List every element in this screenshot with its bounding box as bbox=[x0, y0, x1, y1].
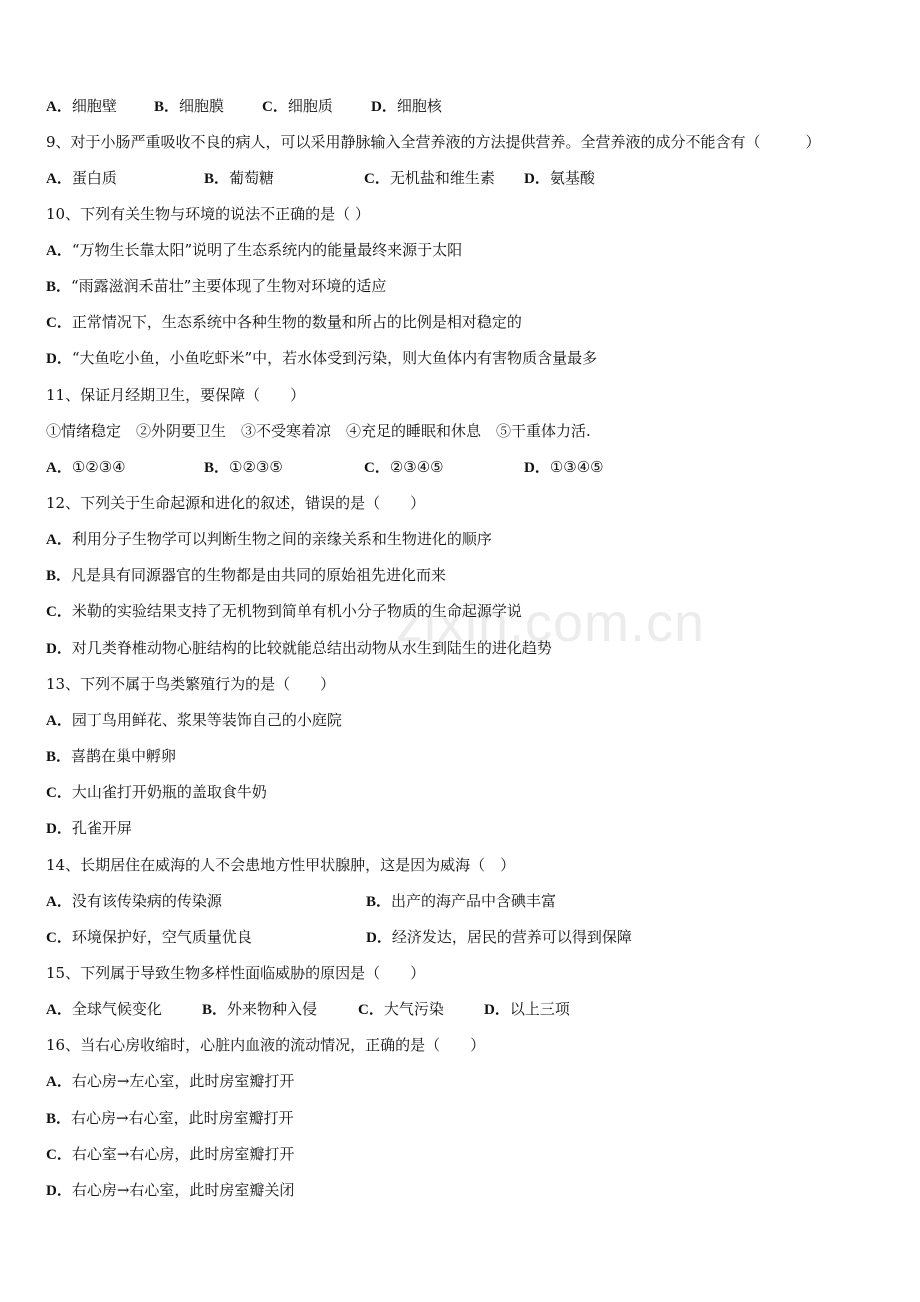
q10-option-c: C．正常情况下，生态系统中各种生物的数量和所占的比例是相对稳定的 bbox=[46, 313, 522, 331]
q11-option-d: D．①③④⑤ bbox=[524, 458, 604, 476]
q10-option-d: D．“大鱼吃小鱼，小鱼吃虾米”中，若水体受到污染，则大鱼体内有害物质含量最多 bbox=[46, 349, 598, 367]
q15-option-d: D．以上三项 bbox=[484, 1000, 570, 1018]
q13-option-a: A．园丁鸟用鲜花、浆果等装饰自己的小庭院 bbox=[46, 711, 342, 729]
q13-option-c: C．大山雀打开奶瓶的盖取食牛奶 bbox=[46, 783, 267, 801]
q12-option-a: A．利用分子生物学可以判断生物之间的亲缘关系和生物进化的顺序 bbox=[46, 530, 492, 548]
q11-option-c: C．②③④⑤ bbox=[364, 458, 444, 476]
q16-option-b: B．右心房→右心室，此时房室瓣打开 bbox=[46, 1109, 294, 1127]
q11-option-b: B．①②③⑤ bbox=[204, 458, 283, 476]
q16-option-d: D．右心房→右心室，此时房室瓣关闭 bbox=[46, 1181, 295, 1199]
q9-stem: 9、对于小肠严重吸收不良的病人，可以采用静脉输入全营养液的方法提供营养。全营养液的成分不能含有（ ） bbox=[46, 133, 821, 151]
q16-stem: 16、当右心房收缩时，心脏内血液的流动情况，正确的是（ ） bbox=[46, 1036, 486, 1054]
q8-option-a: A．细胞壁 bbox=[46, 97, 117, 115]
q9-option-a: A．蛋白质 bbox=[46, 169, 117, 187]
q16-option-c: C．右心室→右心房，此时房室瓣打开 bbox=[46, 1145, 295, 1163]
q8-option-b: B．细胞膜 bbox=[154, 97, 225, 115]
q12-option-c: C．米勒的实验结果支持了无机物到简单有机小分子物质的生命起源学说 bbox=[46, 602, 522, 620]
q12-option-b: B．凡是具有同源器官的生物都是由共同的原始祖先进化而来 bbox=[46, 566, 447, 584]
q10-option-a: A．“万物生长靠太阳”说明了生态系统内的能量最终来源于太阳 bbox=[46, 241, 463, 259]
q13-stem: 13、下列不属于鸟类繁殖行为的是（ ） bbox=[46, 675, 336, 693]
q13-option-d: D．孔雀开屏 bbox=[46, 819, 132, 837]
q12-option-d: D．对几类脊椎动物心脏结构的比较就能总结出动物从水生到陆生的进化趋势 bbox=[46, 639, 552, 657]
q11-items: ①情绪稳定 ②外阴要卫生 ③不受寒着凉 ④充足的睡眠和休息 ⑤干重体力活. bbox=[46, 422, 591, 440]
q9-option-d: D．氨基酸 bbox=[524, 169, 595, 187]
q15-option-c: C．大气污染 bbox=[358, 1000, 444, 1018]
q14-option-a: A．没有该传染病的传染源 bbox=[46, 892, 222, 910]
q15-option-a: A．全球气候变化 bbox=[46, 1000, 162, 1018]
q11-option-a: A．①②③④ bbox=[46, 458, 126, 476]
q15-stem: 15、下列属于导致生物多样性面临威胁的原因是（ ） bbox=[46, 964, 426, 982]
q14-option-d: D．经济发达，居民的营养可以得到保障 bbox=[366, 928, 632, 946]
q12-stem: 12、下列关于生命起源和进化的叙述，错误的是（ ） bbox=[46, 494, 426, 512]
q13-option-b: B．喜鹊在巢中孵卵 bbox=[46, 747, 177, 765]
q11-stem: 11、保证月经期卫生，要保障（ ） bbox=[46, 386, 306, 404]
q8-option-c: C．细胞质 bbox=[262, 97, 333, 115]
q9-option-b: B．葡萄糖 bbox=[204, 169, 275, 187]
q9-option-c: C．无机盐和维生素 bbox=[364, 169, 495, 187]
q16-option-a: A．右心房→左心室，此时房室瓣打开 bbox=[46, 1072, 295, 1090]
q8-option-d: D．细胞核 bbox=[371, 97, 442, 115]
q10-option-b: B．“雨露滋润禾苗壮”主要体现了生物对环境的适应 bbox=[46, 277, 387, 295]
q14-stem: 14、长期居住在威海的人不会患地方性甲状腺肿，这是因为威海（ ） bbox=[46, 856, 516, 874]
q10-stem: 10、下列有关生物与环境的说法不正确的是（ ） bbox=[46, 205, 370, 223]
q14-option-c: C．环境保护好，空气质量优良 bbox=[46, 928, 252, 946]
q15-option-b: B．外来物种入侵 bbox=[202, 1000, 318, 1018]
q14-option-b: B．出产的海产品中含碘丰富 bbox=[366, 892, 557, 910]
watermark: zixin.com.cn bbox=[396, 593, 706, 653]
